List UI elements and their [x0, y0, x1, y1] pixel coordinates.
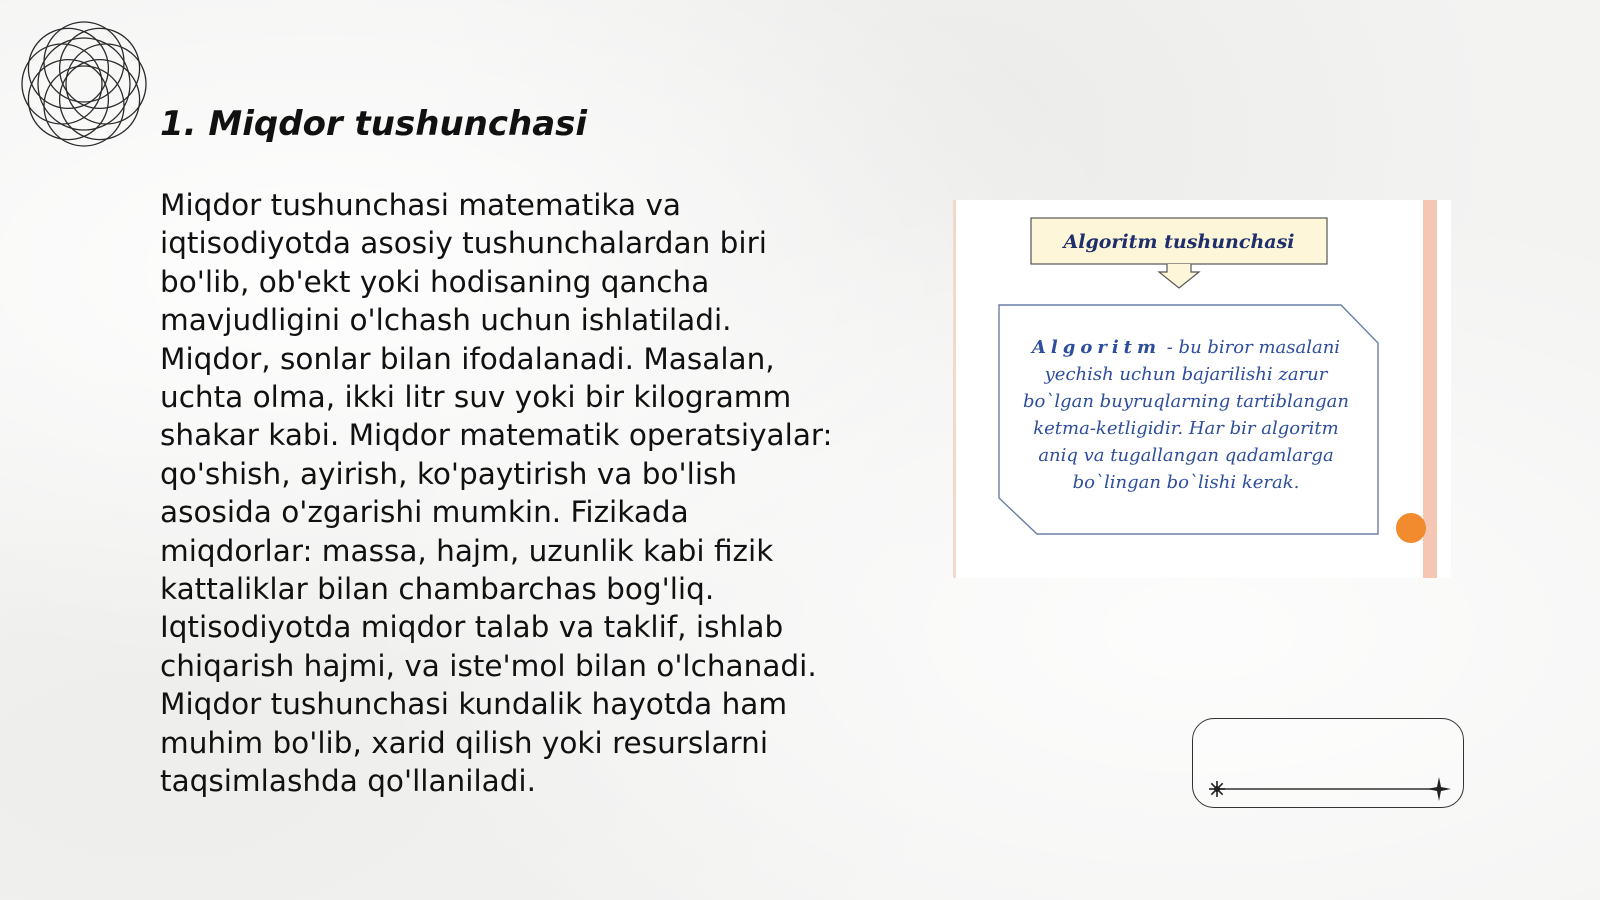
definition-line-5: aniq va tugallangan qadamlarga	[1038, 445, 1334, 466]
interlocking-rings-icon	[10, 10, 158, 158]
algorithm-term: Algoritm	[1031, 337, 1162, 358]
definition-line-1: Algoritm - bu biror masalani	[1031, 337, 1341, 358]
down-arrow-icon	[1159, 264, 1199, 288]
progress-track	[1193, 719, 1465, 809]
body-paragraph: Miqdor tushunchasi matematika va iqtisodiyotda asosiy tushunchalardan biri bo'lib, ob'ekt yoki hodisaning qancha mavjudligini o'lchash uchun ishlatiladi. Miqdor, sonlar bilan ifodalanadi. Masalan, uchta olma, ikki litr suv yoki bir kilogramm shakar kabi. Miqdor matematik operatsiyalar: qo'shish, ayirish, ko'paytirish va bo'lish asosida o'zgarishi mumkin. Fizikada miqdorlar: massa, hajm, uzunlik kabi fizik kattaliklar bilan chambarchas bog'liq. Iqtisodiyotda miqdor talab va taklif, ishlab chiqarish hajmi, va iste'mol bilan o'lchanadi. Miqdor tushunchasi kundalik hayotda ham muhim bo'lib, xarid qilish yoki resurslarni taqsimlashda qo'llaniladi.	[160, 188, 833, 799]
sparkle-icon	[1209, 781, 1225, 797]
slide-title: 1. Miqdor tushunchasi	[160, 104, 588, 144]
diagram-title: Algoritm tushunchasi	[1063, 231, 1295, 253]
diagram-graphic	[953, 200, 1451, 578]
definition-line-4: ketma-ketligidir. Har bir algoritm	[1033, 418, 1339, 439]
plus-star-icon	[1427, 777, 1451, 801]
definition-line-6: bo`lingan bo`lishi kerak.	[1072, 472, 1300, 493]
progress-widget	[1192, 718, 1464, 808]
definition-line-3: bo`lgan buyruqlarning tartiblangan	[1023, 391, 1349, 412]
algorithm-diagram	[953, 200, 1451, 578]
definition-line-2: yechish uchun bajarilishi zarur	[1044, 364, 1328, 385]
orange-dot-icon	[1396, 513, 1426, 543]
